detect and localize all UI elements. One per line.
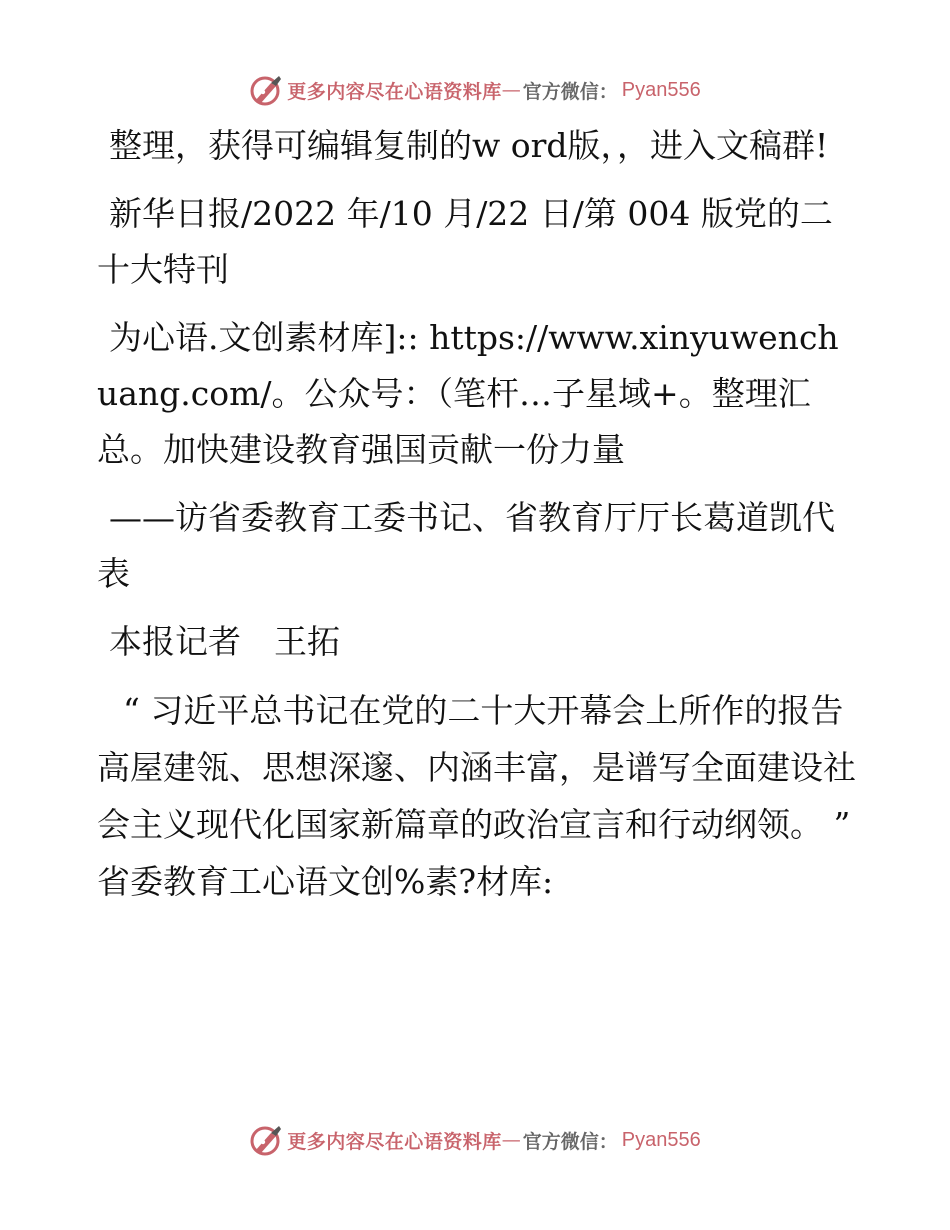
banner-main-text: 更多内容尽在心语资料库: [287, 80, 502, 103]
banner-main-text: 更多内容尽在心语资料库: [287, 1130, 502, 1153]
banner-wechat-id: Pyan556: [621, 78, 701, 101]
paragraph-subtitle: ——访省委教育工委书记、省教育厅厅长葛道凯代表: [97, 498, 835, 593]
pen-logo-icon: [249, 1123, 283, 1157]
footer-watermark-banner: [0, 1120, 950, 1160]
paragraph-source: 新华日报/2022 年/10 月/22 日/第 004 版党的二十大特刊: [97, 194, 833, 289]
paragraph-intro: 整理，获得可编辑复制的w ord版，，进入文稿群!: [109, 126, 829, 165]
paragraph-byline: 本报记者 王拓: [109, 622, 340, 661]
paragraph-headline: 为心语.文创素材库]:: https://www.xinyuwenchuang.com/。公众号：（笔杆…子星域+。整理汇总。加快建设教育强国贡献一份力量: [97, 318, 839, 469]
document-body: [97, 118, 861, 922]
banner-wechat-label: 官方微信：: [522, 80, 618, 103]
pen-logo-icon: [249, 73, 283, 107]
banner-separator: —: [501, 1129, 521, 1151]
paragraph-body: “ 习近平总书记在党的二十大开幕会上所作的报告高屋建瓴、思想深邃、内涵丰富，是谱写全面建设社会主义现代化国家新篇章的政治宣言和行动纲领。 ” 省委教育工心语文创%素?材库:: [97, 691, 861, 901]
banner-wechat-id: Pyan556: [621, 1128, 701, 1151]
header-watermark-banner: [0, 70, 950, 110]
banner-wechat-label: 官方微信：: [522, 1130, 618, 1153]
banner-separator: —: [501, 79, 521, 101]
